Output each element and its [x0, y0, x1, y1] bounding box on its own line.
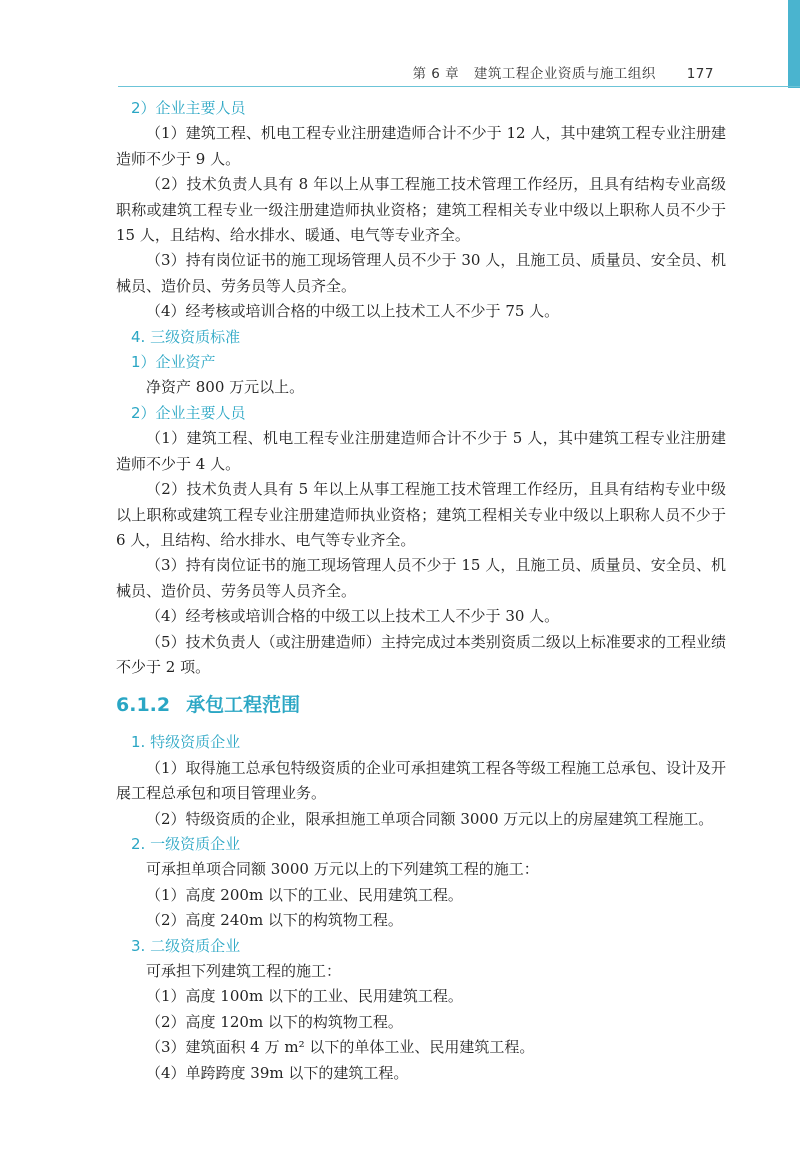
subsection-heading: 2）企业主要人员: [131, 403, 246, 422]
paragraph: （2）技术负责人具有 8 年以上从事工程施工技术管理工作经历，且具有结构专业高级职称或建筑工程专业一级注册建造师执业资格；建筑工程相关专业中级以上职称人员不少于 15 人，且结构、给水排水、暖通、电气等专业齐全。: [116, 175, 726, 245]
subsection-heading: 4. 三级资质标准: [131, 327, 241, 346]
paragraph: （4）单跨跨度 39m 以下的建筑工程。: [146, 1063, 409, 1082]
paragraph: （4）经考核或培训合格的中级工以上技术工人不少于 75 人。: [146, 302, 560, 321]
paragraph: （1）建筑工程、机电工程专业注册建造师合计不少于 5 人，其中建筑工程专业注册建造师不少于 4 人。: [116, 429, 726, 473]
paragraph: （5）技术负责人（或注册建造师）主持完成过本类别资质二级以上标准要求的工程业绩不少于 2 项。: [116, 632, 726, 676]
paragraph: （2）高度 240m 以下的构筑物工程。: [146, 911, 403, 930]
subsection-heading: 3. 二级资质企业: [131, 936, 241, 955]
paragraph: （1）高度 200m 以下的工业、民用建筑工程。: [146, 885, 463, 904]
subsection-heading: 2）企业主要人员: [131, 99, 246, 117]
paragraph: （4）经考核或培训合格的中级工以上技术工人不少于 30 人。: [146, 607, 560, 626]
running-header: [0, 0, 800, 90]
paragraph: 净资产 800 万元以上。: [146, 378, 305, 397]
section-number: 6.1.2: [116, 694, 171, 717]
page-number: 177: [686, 66, 714, 82]
paragraph: （1）取得施工总承包特级资质的企业可承担建筑工程各等级工程施工总承包、设计及开展工程总承包和项目管理业务。: [116, 758, 726, 803]
subsection-heading: 1）企业资产: [131, 353, 216, 372]
paragraph: （2）特级资质的企业，限承担施工单项合同额 3000 万元以上的房屋建筑工程施工。: [146, 809, 714, 828]
paragraph: 可承担单项合同额 3000 万元以上的下列建筑工程的施工：: [146, 860, 539, 879]
paragraph: （2）高度 120m 以下的构筑物工程。: [146, 1012, 403, 1031]
subsection-heading: 1. 特级资质企业: [131, 733, 241, 752]
chapter-label: 第 6 章: [412, 66, 460, 82]
subsection-heading: 2. 一级资质企业: [131, 834, 241, 853]
paragraph: （3）持有岗位证书的施工现场管理人员不少于 30 人，且施工员、质量员、安全员、机械员、造价员、劳务员等人员齐全。: [116, 251, 726, 295]
header-rule: [118, 86, 800, 87]
chapter-title: 建筑工程企业资质与施工组织: [473, 66, 656, 82]
section-heading: [116, 690, 726, 720]
paragraph: 可承担下列建筑工程的施工：: [146, 962, 342, 980]
paragraph: （3）持有岗位证书的施工现场管理人员不少于 15 人，且施工员、质量员、安全员、机械员、造价员、劳务员等人员齐全。: [116, 556, 726, 600]
section-title: 承包工程范围: [186, 694, 301, 717]
header-accent-bar: [788, 0, 800, 88]
paragraph: （2）技术负责人具有 5 年以上从事工程施工技术管理工作经历，且具有结构专业中级以上职称或建筑工程专业注册建造师执业资格；建筑工程相关专业中级以上职称人员不少于 6 人，且结构、给水排水、电气等专业齐全。: [116, 480, 726, 549]
paragraph: （1）建筑工程、机电工程专业注册建造师合计不少于 12 人，其中建筑工程专业注册建造师不少于 9 人。: [116, 124, 726, 168]
paragraph: （3）建筑面积 4 万 m² 以下的单体工业、民用建筑工程。: [146, 1038, 535, 1057]
paragraph: （1）高度 100m 以下的工业、民用建筑工程。: [146, 987, 463, 1006]
page-body: [116, 96, 726, 1086]
header-text: [412, 62, 714, 82]
